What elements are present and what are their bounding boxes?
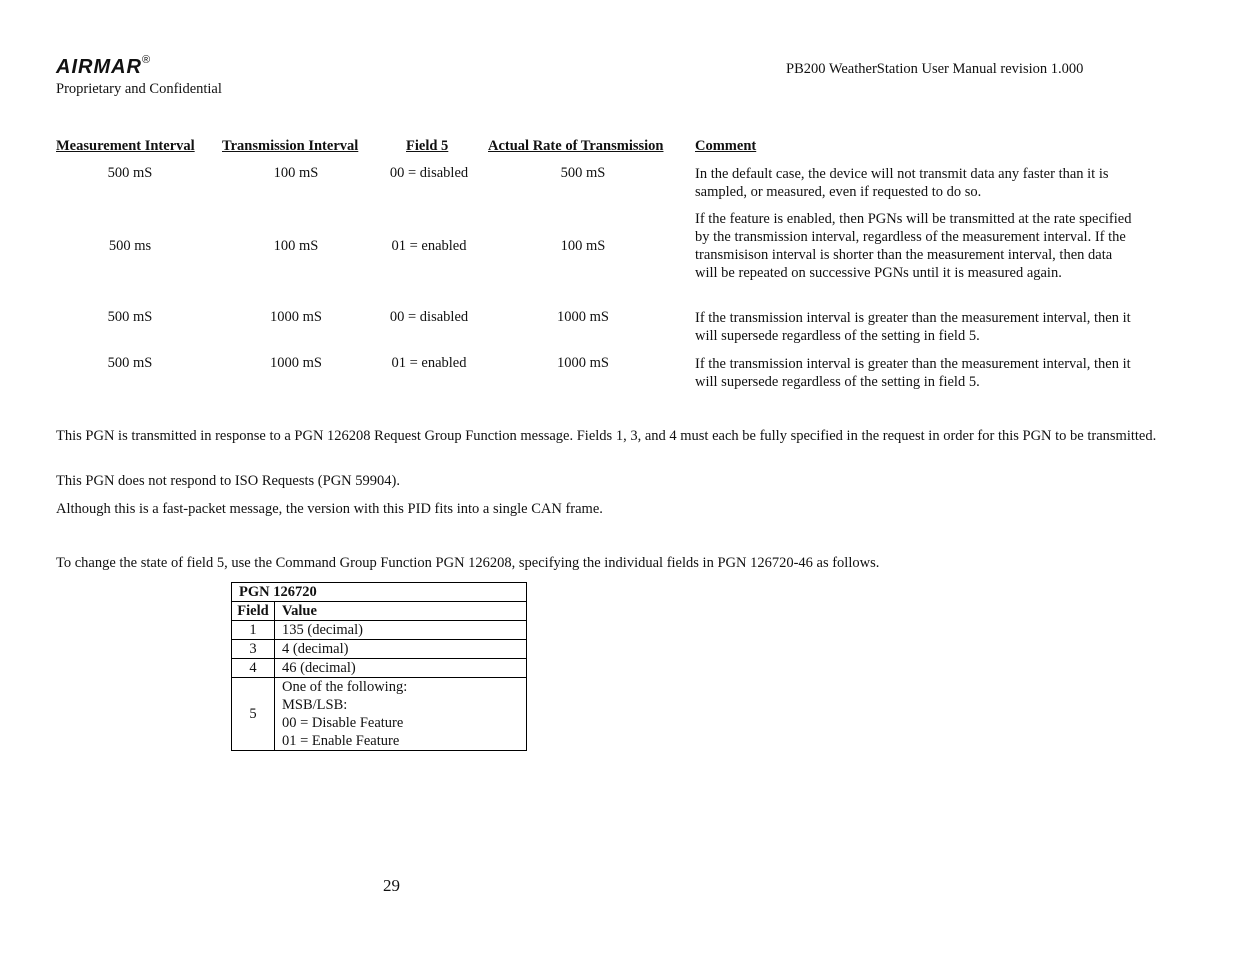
actual-rate-cell: 100 mS bbox=[560, 238, 606, 254]
table-row bbox=[232, 621, 527, 640]
transmission-cell: 100 mS bbox=[273, 165, 319, 181]
pgn-value-line: One of the following: bbox=[282, 679, 408, 695]
pgn-table-title: PGN 126720 bbox=[232, 583, 527, 602]
transmission-cell: 1000 mS bbox=[270, 309, 322, 325]
pgn-table bbox=[231, 582, 527, 751]
logo-text: AIRMAR bbox=[56, 56, 142, 78]
pgn-value-cell: 46 (decimal) bbox=[275, 659, 527, 678]
field5-cell: 01 = enabled bbox=[391, 238, 467, 254]
pgn-table-title-row bbox=[232, 583, 527, 602]
field5-cell: 01 = enabled bbox=[391, 355, 467, 371]
comment-cell: If the feature is enabled, then PGNs will be transmitted at the rate specified by the transmission interval, regardless of the measurement interval. If the transmisison interval is shorter than the measurement interval, then data will be repeated on successive PGNs until it is measured again. bbox=[695, 211, 1132, 281]
comment-cell: If the transmission interval is greater than the measurement interval, then it will supersede regardless of the setting in field 5. bbox=[695, 356, 1131, 390]
pgn-field-cell: 1 bbox=[232, 621, 275, 640]
measurement-cell: 500 mS bbox=[107, 165, 153, 181]
measurement-cell: 500 mS bbox=[107, 309, 153, 325]
paragraph-change-state: To change the state of field 5, use the Command Group Function PGN 126208, specifying the individual fields in PGN 126720-46 as follows. bbox=[56, 555, 880, 571]
pgn-value-cell: 135 (decimal) bbox=[275, 621, 527, 640]
actual-rate-cell: 500 mS bbox=[560, 165, 606, 181]
pgn-field-cell: 5 bbox=[232, 678, 275, 751]
confidentiality-note: Proprietary and Confidential bbox=[56, 81, 222, 97]
pgn-field-cell: 4 bbox=[232, 659, 275, 678]
header-field-5: Field 5 bbox=[406, 138, 449, 154]
measurement-cell: 500 mS bbox=[107, 355, 153, 371]
pgn-value-line: 00 = Disable Feature bbox=[282, 715, 404, 731]
table-row bbox=[232, 678, 527, 751]
pgn-value-line: 01 = Enable Feature bbox=[282, 733, 400, 749]
pgn-value-line: MSB/LSB: bbox=[282, 697, 348, 713]
airmar-logo bbox=[56, 56, 151, 79]
actual-rate-cell: 1000 mS bbox=[557, 309, 609, 325]
pgn-value-cell bbox=[275, 678, 527, 751]
paragraph-fast-packet: Although this is a fast-packet message, the version with this PID fits into a single CAN frame. bbox=[56, 501, 603, 517]
paragraph-request-group: This PGN is transmitted in response to a PGN 126208 Request Group Function message. Fields 1, 3, and 4 must each be fully specified in the request in order for this PGN to be transmitted. bbox=[56, 428, 1157, 444]
pgn-col-value: Value bbox=[275, 602, 527, 621]
paragraph-iso-requests: This PGN does not respond to ISO Requests (PGN 59904). bbox=[56, 473, 400, 489]
header-measurement-interval: Measurement Interval bbox=[56, 138, 195, 154]
header-comment: Comment bbox=[695, 138, 757, 154]
pgn-field-cell: 3 bbox=[232, 640, 275, 659]
registered-mark: ® bbox=[142, 54, 152, 67]
page-number: 29 bbox=[383, 876, 400, 895]
transmission-cell: 100 mS bbox=[273, 238, 319, 254]
table-row bbox=[232, 640, 527, 659]
measurement-cell: 500 ms bbox=[108, 238, 152, 254]
document-title: PB200 WeatherStation User Manual revision 1.000 bbox=[786, 61, 1084, 77]
comment-cell: If the transmission interval is greater than the measurement interval, then it will supersede regardless of the setting in field 5. bbox=[695, 310, 1131, 344]
pgn-table-header-row bbox=[232, 602, 527, 621]
header-transmission-interval: Transmission Interval bbox=[222, 138, 359, 154]
pgn-col-field: Field bbox=[232, 602, 275, 621]
actual-rate-cell: 1000 mS bbox=[557, 355, 609, 371]
field5-cell: 00 = disabled bbox=[389, 309, 469, 325]
field5-cell: 00 = disabled bbox=[389, 165, 469, 181]
table-row bbox=[232, 659, 527, 678]
transmission-cell: 1000 mS bbox=[270, 355, 322, 371]
pgn-value-cell: 4 (decimal) bbox=[275, 640, 527, 659]
comment-cell: In the default case, the device will not transmit data any faster than it is sampled, or measured, even if requested to do so. bbox=[695, 166, 1109, 200]
header-actual-rate: Actual Rate of Transmission bbox=[488, 138, 664, 154]
